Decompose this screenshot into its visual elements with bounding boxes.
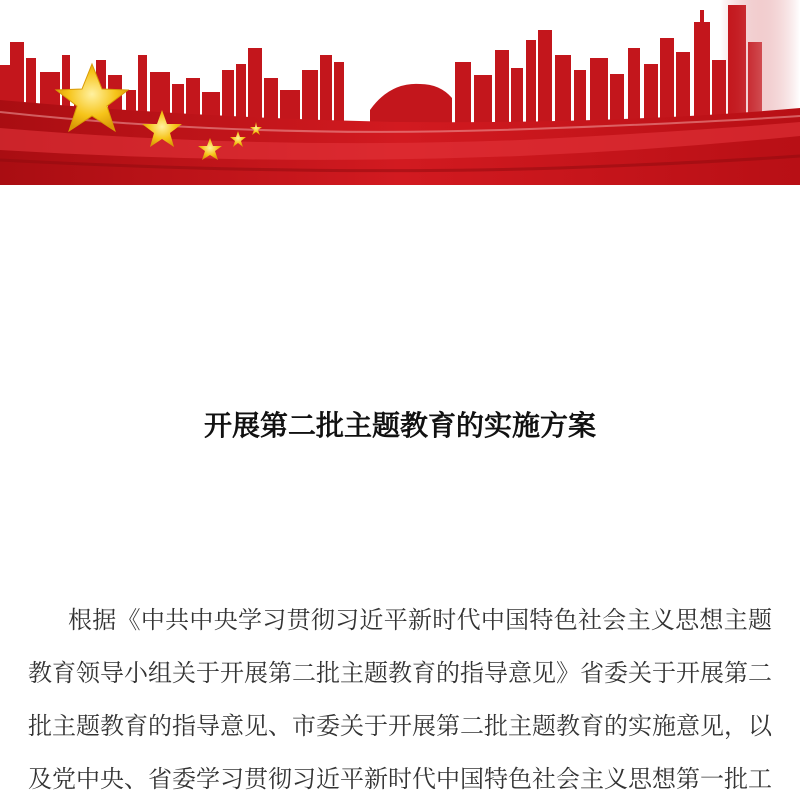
banner-graphic (0, 0, 800, 185)
body-paragraph: 根据《中共中央学习贯彻习近平新时代中国特色社会主义思想主题教育领导小组关于开展第二批主题教育的指导意见》省委关于开展第二批主题教育的指导意见、市委关于开展第二批主题教育的实施意见，以及党中央、省委学习贯彻习近平新时代中国特色社会主义思想第一批工 (28, 606, 772, 793)
header-banner (0, 0, 800, 185)
city-skyline-illustration (0, 5, 762, 125)
document-title: 开展第二批主题教育的实施方案 (203, 409, 596, 442)
